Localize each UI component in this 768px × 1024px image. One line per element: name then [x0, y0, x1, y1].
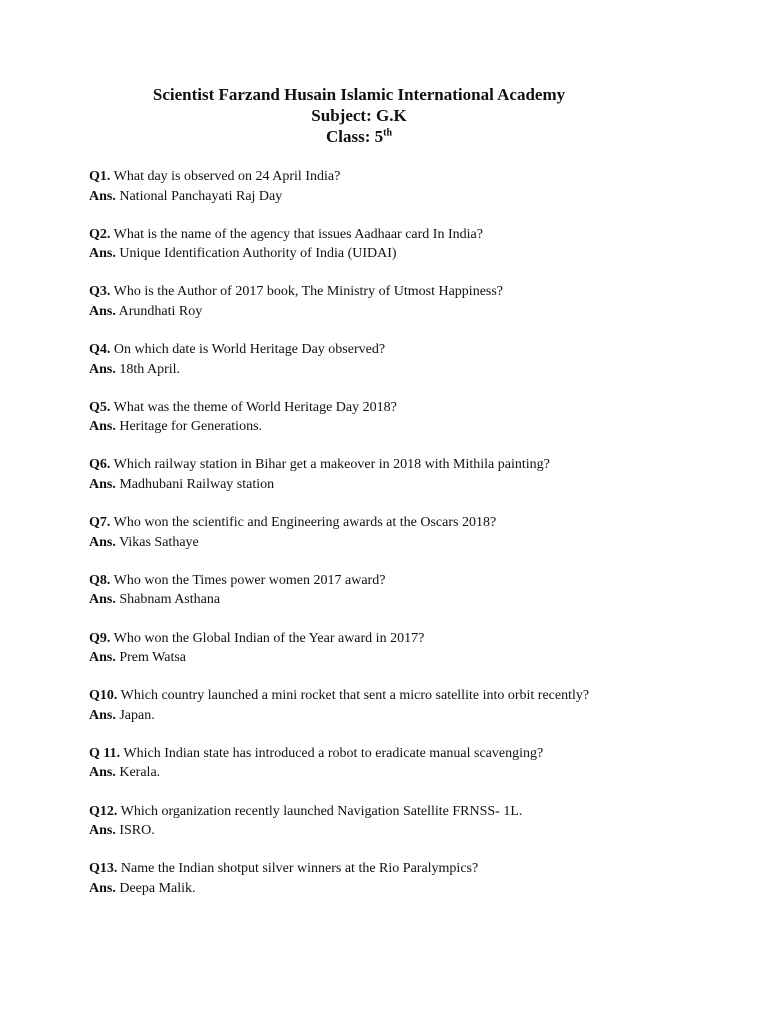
answer [89, 706, 729, 726]
qa-item [89, 340, 729, 398]
question-number: Q9. [89, 630, 111, 646]
answer-text: Heritage for Generations. [115, 419, 263, 435]
question [89, 629, 729, 649]
answer-text: Vikas Sathaye [115, 534, 199, 550]
qa-item [89, 629, 729, 687]
question-number: Q2. [89, 226, 111, 242]
answer-text: ISRO. [115, 823, 155, 839]
answer [89, 475, 729, 495]
question-text: What day is observed on 24 April India? [110, 169, 341, 184]
question-text: Who won the Times power women 2017 award? [110, 572, 386, 588]
question [89, 167, 729, 187]
school-title: Scientist Farzand Husain Islamic International Academy [152, 85, 566, 104]
answer-label: Ans. [89, 765, 116, 781]
question-text: Which organization recently launched Navigation Satellite FRNSS- 1L. [117, 803, 523, 819]
answer-label: Ans. [89, 707, 116, 723]
answer [89, 533, 729, 553]
answer-text: Deepa Malik. [115, 880, 196, 896]
question [89, 513, 729, 533]
qa-item [89, 282, 729, 340]
qa-item [89, 571, 729, 629]
class-line [0, 126, 718, 147]
question [89, 686, 729, 706]
question [89, 398, 729, 418]
answer-text: National Panchayati Raj Day [115, 188, 283, 204]
answer-label: Ans. [89, 303, 116, 319]
answer-label: Ans. [89, 534, 116, 550]
qa-item [89, 859, 729, 917]
question [89, 859, 729, 879]
question-text: Which railway station in Bihar get a makeover in 2018 with Mithila painting? [110, 457, 550, 473]
question-number: Q5. [89, 399, 111, 415]
answer-text: Japan. [115, 707, 155, 723]
answer [89, 879, 729, 899]
answer-label: Ans. [89, 650, 116, 665]
answer [89, 244, 729, 264]
qa-item [89, 744, 729, 802]
answer [89, 590, 729, 610]
answer [89, 763, 729, 783]
question-text: What was the theme of World Heritage Day 2018? [110, 399, 397, 415]
answer [89, 302, 729, 322]
qa-item [89, 686, 729, 744]
question-text: Name the Indian shotput silver winners at the Rio Paralympics? [117, 861, 479, 877]
answer-label: Ans. [89, 419, 116, 435]
question-number: Q7. [89, 515, 111, 531]
answer-label: Ans. [89, 476, 116, 492]
qa-item [89, 167, 729, 225]
answer-label: Ans. [89, 880, 116, 896]
question-number: Q3. [89, 284, 111, 300]
question [89, 455, 729, 475]
question-text: On which date is World Heritage Day observed? [110, 342, 386, 358]
answer-text: Unique Identification Authority of India (UIDAI) [115, 246, 397, 262]
subject-line: Subject: G.K [311, 106, 407, 125]
qa-item [89, 802, 729, 860]
answer [89, 187, 729, 207]
question-number: Q4. [89, 342, 111, 358]
answer [89, 360, 729, 380]
answer-text: Madhubani Railway station [115, 476, 275, 492]
question-text: Who won the Global Indian of the Year award in 2017? [110, 630, 425, 646]
document-header [0, 84, 718, 147]
answer-text: Kerala. [115, 765, 161, 781]
question [89, 225, 729, 245]
question-text: Who won the scientific and Engineering awards at the Oscars 2018? [110, 515, 497, 531]
answer-label: Ans. [89, 246, 116, 262]
qa-item [89, 225, 729, 283]
question-text: Who is the Author of 2017 book, The Ministry of Utmost Happiness? [110, 284, 504, 300]
question-text: Which country launched a mini rocket that sent a micro satellite into orbit recently? [117, 688, 590, 704]
answer-text: Shabnam Asthana [115, 592, 221, 608]
question [89, 571, 729, 591]
question-number: Q 11. [89, 745, 121, 761]
answer-text: 18th April. [115, 361, 181, 377]
qa-item [89, 398, 729, 456]
question [89, 802, 729, 822]
question-number: Q1. [89, 169, 111, 184]
question-text: What is the name of the agency that issues Aadhaar card In India? [110, 226, 483, 242]
answer-label: Ans. [89, 361, 116, 377]
answer-text: Prem Watsa [115, 650, 187, 665]
question [89, 744, 729, 764]
question-number: Q12. [89, 803, 118, 819]
class-prefix: Class: 5 [325, 127, 384, 146]
answer [89, 648, 729, 668]
question-list [89, 167, 729, 917]
answer [89, 821, 729, 841]
answer [89, 417, 729, 437]
qa-item [89, 455, 729, 513]
qa-item [89, 513, 729, 571]
answer-text: Arundhati Roy [115, 303, 203, 319]
question-number: Q13. [89, 861, 118, 877]
class-suffix: th [383, 127, 393, 139]
question [89, 340, 729, 360]
question-number: Q8. [89, 572, 111, 588]
answer-label: Ans. [89, 188, 116, 204]
question [89, 282, 729, 302]
answer-label: Ans. [89, 592, 116, 608]
answer-label: Ans. [89, 823, 116, 839]
question-number: Q6. [89, 457, 111, 473]
question-text: Which Indian state has introduced a robot to eradicate manual scavenging? [120, 745, 544, 761]
question-number: Q10. [89, 688, 118, 704]
